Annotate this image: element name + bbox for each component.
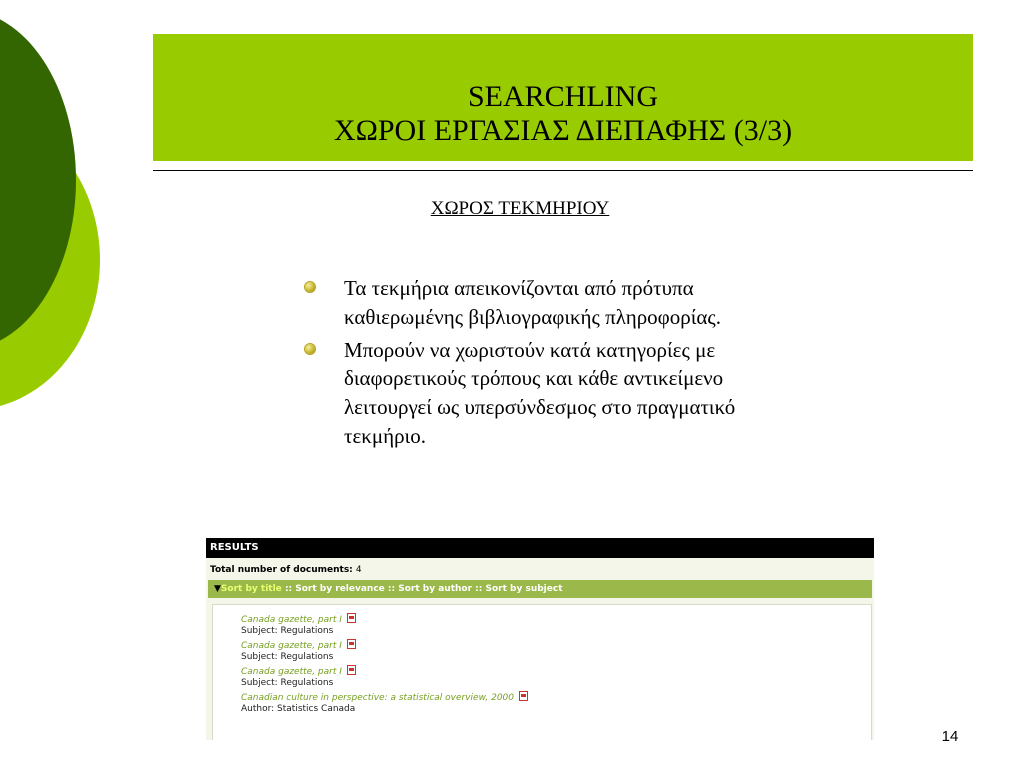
- page-number: 14: [941, 728, 959, 745]
- slide-subtitle: ΧΩΡΟΙ ΕΡΓΑΣΙΑΣ ΔΙΕΠΑΦΗΣ (3/3): [333, 114, 793, 147]
- section-heading: ΧΩΡΟΣ ΤΕΚΜΗΡΙΟΥ: [430, 198, 610, 219]
- document-title-link[interactable]: Canadian culture in perspective: a statistical overview, 2000: [241, 693, 515, 703]
- document-title-link[interactable]: Canada gazette, part I: [241, 641, 342, 651]
- bullet-text: Τα τεκμήρια απεικονίζονται από πρότυπα καθιερωμένης βιβλιογραφικής πληροφορίας.: [344, 276, 721, 329]
- bullet-icon: [305, 344, 315, 354]
- sort-bar: [208, 580, 872, 598]
- sort-by-title-link[interactable]: Sort by title: [220, 584, 282, 594]
- list-item: [241, 613, 871, 637]
- bullet-icon: [305, 282, 315, 292]
- document-title-link[interactable]: Canada gazette, part I: [241, 667, 342, 677]
- pdf-icon[interactable]: [347, 613, 356, 623]
- total-documents: [206, 558, 874, 576]
- triangle-down-icon: ▼: [214, 584, 221, 594]
- total-label: Total number of documents:: [210, 565, 353, 575]
- bullet-item: [300, 336, 750, 451]
- list-item: [241, 665, 871, 689]
- document-meta: Subject: Regulations: [241, 626, 334, 636]
- document-meta: Subject: Regulations: [241, 652, 334, 662]
- title-divider: [153, 170, 973, 171]
- results-header: RESULTS: [206, 538, 874, 558]
- results-screenshot: [206, 538, 874, 740]
- document-list: [212, 604, 872, 740]
- bullet-list: [300, 274, 750, 455]
- list-item: [241, 691, 871, 715]
- document-meta: Subject: Regulations: [241, 678, 334, 688]
- bullet-item: [300, 274, 750, 332]
- sort-options-links[interactable]: :: Sort by relevance :: Sort by author :: Sort by subject: [284, 584, 563, 594]
- total-count: 4: [355, 565, 362, 575]
- document-title-link[interactable]: Canada gazette, part I: [241, 615, 342, 625]
- bullet-text: Μπορούν να χωριστούν κατά κατηγορίες με διαφορετικούς τρόπους και κάθε αντικείμενο λειτουργεί ως υπερσύνδεσμος στο πραγματικό τεκμήριο.: [344, 337, 736, 448]
- pdf-icon[interactable]: [519, 691, 528, 701]
- title-banner: [153, 34, 973, 161]
- document-meta: Author: Statistics Canada: [241, 704, 356, 714]
- list-item: [241, 639, 871, 663]
- pdf-icon[interactable]: [347, 639, 356, 649]
- slide-title: SEARCHLING: [467, 80, 658, 113]
- pdf-icon[interactable]: [347, 665, 356, 675]
